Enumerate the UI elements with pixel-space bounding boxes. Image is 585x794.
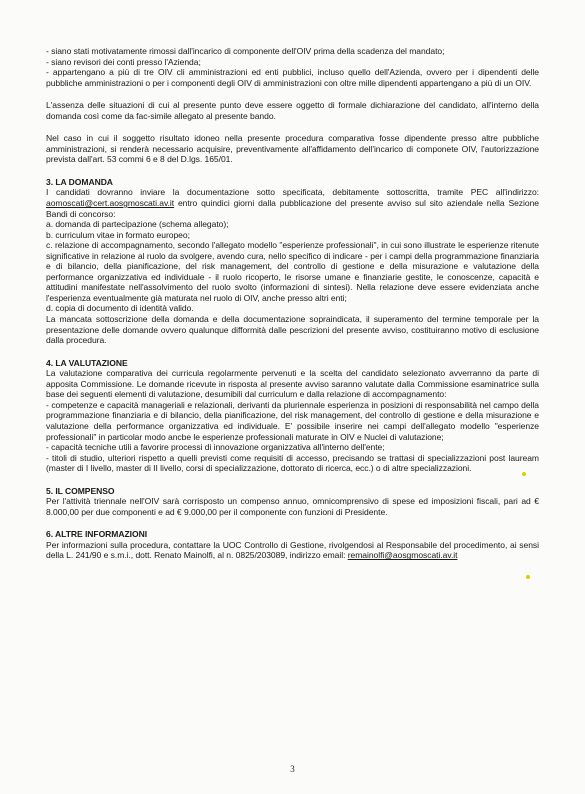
section-altre-informazioni bbox=[46, 529, 539, 561]
highlight-mark bbox=[526, 575, 530, 579]
section-5-paragraph: Per l'attività triennale nell'OIV sarà corrisposto un compenso annuo, omnicomprensivo di spese ed imposizioni fiscali, pari ad € 8.000,00 per due componenti e ad € 9.000,00 per il componente con funzioni di Presidente. bbox=[46, 496, 539, 517]
employee-paragraph: Nel caso in cui il soggetto risultato idoneo nella presente procedura comparativa fosse dipendente presso altre pubbliche amministrazioni, si renderà necessario acquisire, preventivamente all'affidamento dell'incarico di componete OIV, l'autorizzazione prevista dall'art. 53 commi 6 e 8 del D.lgs. 165/01. bbox=[46, 133, 539, 165]
section-4-title: 4. LA VALUTAZIONE bbox=[46, 357, 128, 368]
pec-email-link[interactable]: aomoscati@cert.aosgmoscati.av.it bbox=[46, 198, 175, 209]
section-la-domanda bbox=[46, 177, 539, 346]
exclusion-item-2: - siano revisori dei conti presso l'Azienda; bbox=[46, 56, 201, 67]
absence-paragraph: L'assenza delle situazioni di cui al presente punto deve essere oggetto di formale dichiarazione del candidato, all'interno della domanda così come da fac-simile allegato al presente bando. bbox=[46, 100, 539, 121]
page-number: 3 bbox=[290, 764, 295, 774]
exclusion-item-1: - siano stati motivatamente rimossi dall'incarico di componente dell'OIV prima della scadenza del mandato; bbox=[46, 46, 445, 56]
section-3-title: 3. LA DOMANDA bbox=[46, 176, 113, 187]
section-3-closing: La mancata sottoscrizione della domanda e della documentazione sopraindicata, il superamento del termine temporale per la presentazione delle domande ovvero qualunque difformità dalle pescrizioni del presente avviso, costituiranno motivo di esclusione dalla procedura. bbox=[46, 314, 539, 346]
document-item-c: c. relazione di accompagnamento, secondo l'allegato modello "esperienze professionali", in cui sono illustrate le esperienze ritenute significative in relazione al ruolo da svolgere, avendo cura, nello specifico di indicare - per i campi della programmazione finanziaria e di bilancio, della pianificazione, del risk management, del controllo di gestione e della misurazione e valutazione della performance organizzativa ed individuale - il ruolo ricoperto, le risorse umane e finanziarie gestite, le conoscenze, capacità e attitudini manifestate nell'assolvimento del ruolo svolto (informazioni di sintesi). Nella relazione deve essere evidenziata anche l'esperienza eventualmente già maturata nel ruolo di OIV, anche presso altri enti; bbox=[46, 240, 539, 303]
criterion-item-3: - titoli di studio, ulteriori rispetto a quelli previsti come requisiti di accesso, precisando se trattasi di specializzazioni post lauream (master di I livello, master di II livello, corsi di specializzazione, dottorato di ricerca, ecc.) o di altre specializzazioni. bbox=[46, 452, 539, 474]
exclusion-list bbox=[46, 46, 539, 88]
section-la-valutazione bbox=[46, 358, 539, 474]
document-item-d: d. copia di documento di identità valido. bbox=[46, 303, 194, 314]
section-6-paragraph bbox=[46, 540, 539, 561]
section-3-items bbox=[46, 219, 539, 314]
section-3-intro-text: I candidati dovranno inviare la documentazione sotto specificata, debitamente sottoscritta, tramite PEC all'indirizzo: bbox=[46, 187, 539, 198]
section-6-title: 6. ALTRE INFORMAZIONI bbox=[46, 529, 148, 540]
document-item-a: a. domanda di partecipazione (schema allegato); bbox=[46, 219, 229, 230]
section-6-text: Per informazioni sulla procedura, contattare la UOC Controllo di Gestione, rivolgendosi al Responsabile del procedimento, ai sensi della L. 241/90 e s.m.i., dott. Renato Mainolfi, al n. 0825/203089, indirizzo email: bbox=[46, 539, 539, 561]
document-item-b: b. curriculum vitae in formato europeo; bbox=[46, 229, 190, 240]
section-4-intro: La valutazione comparativa dei curricula regolarmente pervenuti e la scelta del candidato selezionato avverranno da parte di apposita Commissione. Le domande ricevute in risposta al presente avviso saranno valutate dalla Commissione esaminatrice sulla base dei seguenti elementi di valutazione, desumibili dal curriculum e dalla relazione di accompagnamento: bbox=[46, 368, 539, 400]
section-il-compenso bbox=[46, 486, 539, 518]
criterion-item-1: - competenze e capacità manageriali e relazionali, derivanti da pluriennale esperienza in posizioni di responsabilità nel campo della programmazione finanziaria e di bilancio, della pianificazione, del risk management, del controllo di gestione e della misurazione e valutazione della performance organizzativa ed individuale. E' possibile inserire nei campi dell'allegato modello "esperienze professionali" in particolar modo ancbe le esperienze professionali maturate in OIV e Nuclei di valutazione; bbox=[46, 399, 539, 442]
section-5-title: 5. IL COMPENSO bbox=[46, 485, 115, 496]
highlight-mark bbox=[522, 472, 526, 476]
section-3-intro-text-end: entro quindici giorni dalla pubblicazione del presente avviso sul sito aziendale nella Sezione Bandi di concorso: bbox=[46, 198, 539, 219]
section-4-items bbox=[46, 400, 539, 474]
section-3-intro bbox=[46, 187, 539, 219]
contact-email-link[interactable]: remainolfi@aosgmoscati.av.it bbox=[347, 550, 458, 561]
criterion-item-2: - capacità tecniche utili a favorire processi di innovazione organizzativa all'interno dell'ente; bbox=[46, 442, 385, 453]
exclusion-item-3: - appartengano a più di tre OIV cli amministrazioni ed enti pubblici, incluso quello dell'Azienda, ovvero per i dipendenti delle pubbliche amministrazioni o per i componenti degli OIV di amministrazioni con oltre mille dipendenti appartengano a più di un OIV. bbox=[46, 67, 539, 88]
